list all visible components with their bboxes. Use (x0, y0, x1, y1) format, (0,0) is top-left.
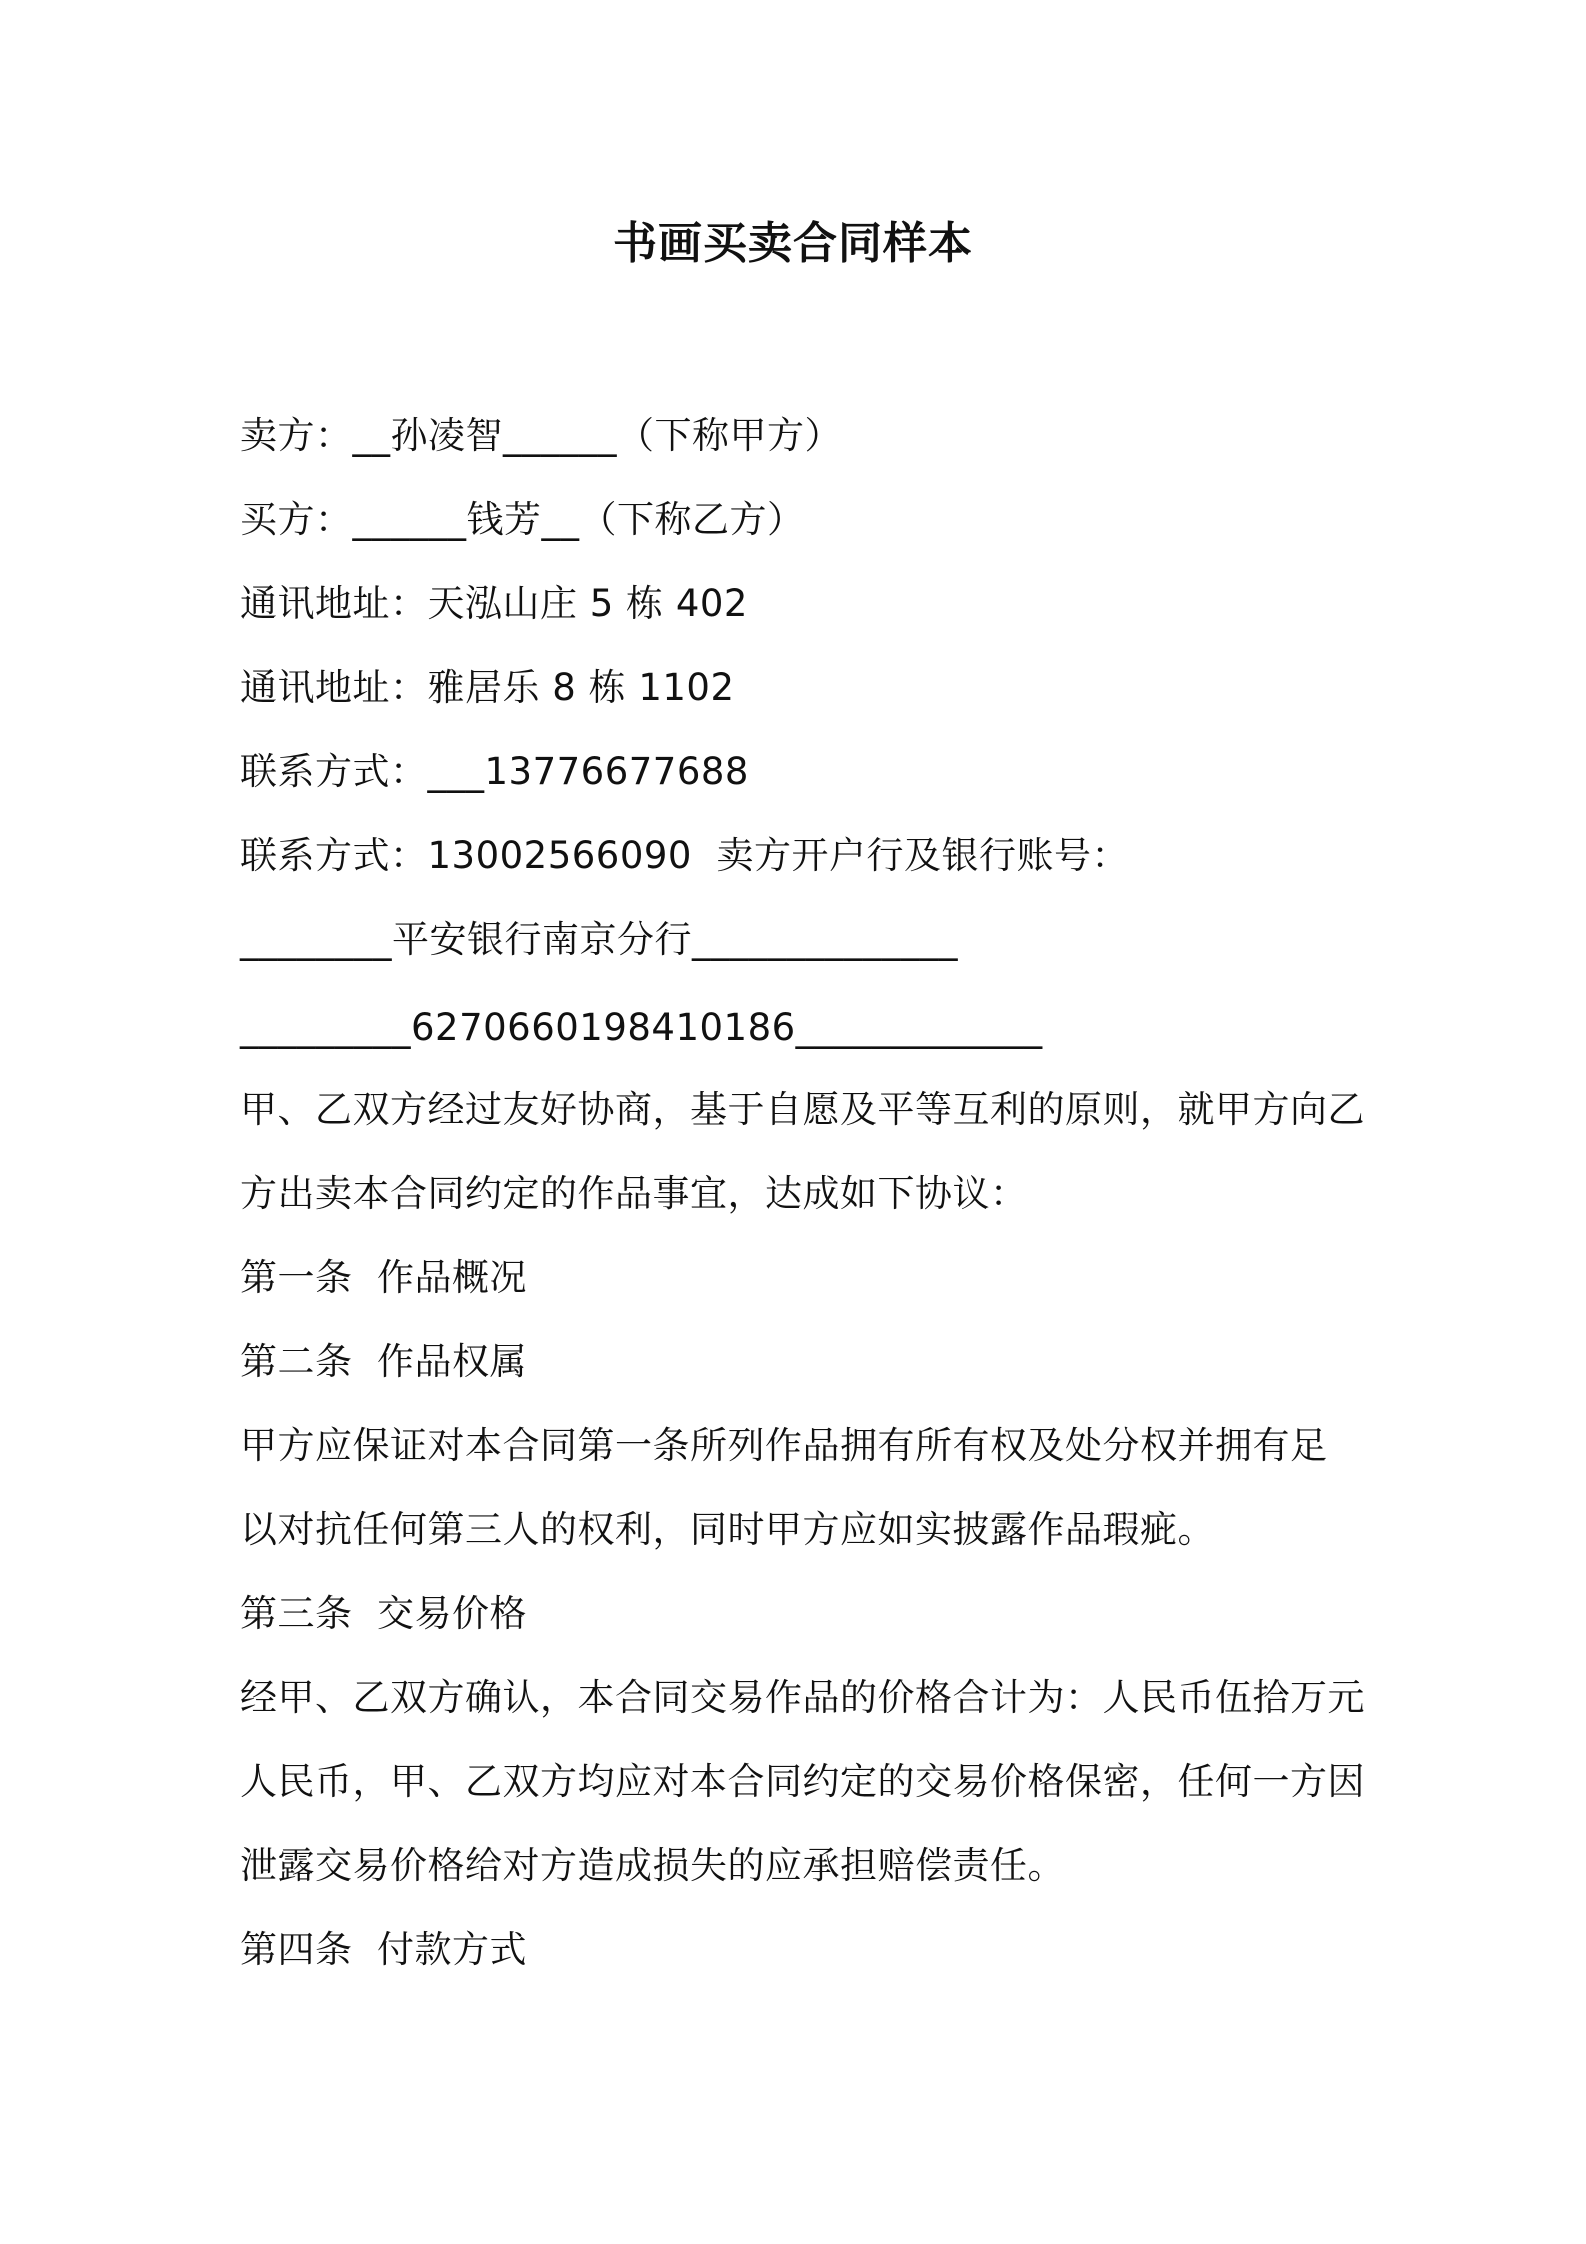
bank-account-line: _________6270660198410186_____________ (240, 1006, 1043, 1049)
bank-name-line: ________平安银行南京分行______________ (240, 918, 958, 961)
article-2-heading: 第二条 作品权属 (240, 1340, 528, 1383)
seller-contact-line: 联系方式：___13776677688 (240, 750, 749, 793)
article-3-text: 泄露交易价格给对方造成损失的应承担赔偿责任。 (240, 1844, 1065, 1887)
article-4-heading: 第四条 付款方式 (240, 1928, 528, 1971)
article-2-text: 甲方应保证对本合同第一条所列作品拥有所有权及处分权并拥有足 (240, 1424, 1328, 1467)
document-title: 书画买卖合同样本 (613, 218, 973, 269)
preamble-line: 甲、乙双方经过友好协商，基于自愿及平等互利的原则，就甲方向乙 (240, 1088, 1365, 1131)
preamble-line: 方出卖本合同约定的作品事宜，达成如下协议： (240, 1172, 1028, 1215)
buyer-address-line: 通讯地址：雅居乐 8 栋 1102 (240, 666, 735, 709)
buyer-line: 买方：______钱芳__（下称乙方） (240, 498, 805, 541)
article-3-text: 经甲、乙双方确认，本合同交易作品的价格合计为：人民币伍拾万元 (240, 1676, 1365, 1719)
article-3-heading: 第三条 交易价格 (240, 1592, 528, 1635)
seller-address-line: 通讯地址：天泓山庄 5 栋 402 (240, 582, 748, 625)
article-2-text: 以对抗任何第三人的权利，同时甲方应如实披露作品瑕疵。 (240, 1508, 1215, 1551)
article-1-heading: 第一条 作品概况 (240, 1256, 528, 1299)
seller-line: 卖方：__孙凌智______（下称甲方） (240, 414, 842, 457)
buyer-contact-line: 联系方式：13002566090 卖方开户行及银行账号： (240, 834, 1129, 877)
article-3-text: 人民币，甲、乙双方均应对本合同约定的交易价格保密，任何一方因 (240, 1760, 1365, 1803)
